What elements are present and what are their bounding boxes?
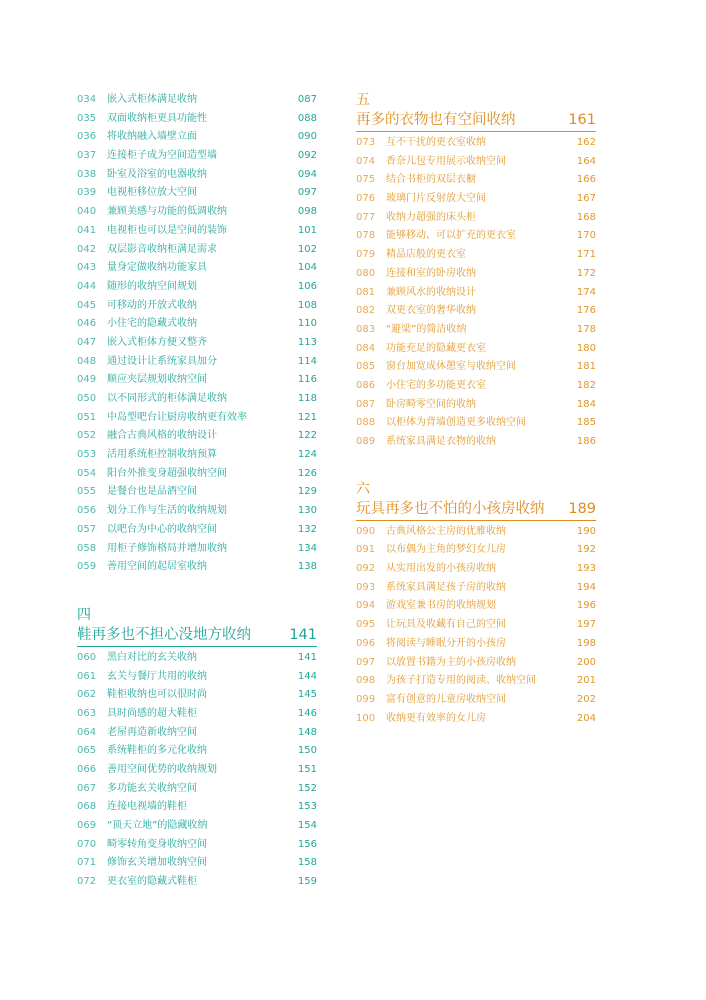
entry-number: 071 (77, 857, 97, 869)
entry-title: 玻璃门片反射放大空间 (386, 193, 486, 205)
entry-page: 118 (297, 393, 317, 404)
toc-entry[interactable] (77, 798, 317, 817)
entry-page: 150 (297, 745, 317, 757)
entry-title: 畸零转角变身收纳空间 (107, 838, 207, 850)
entry-page: 156 (297, 838, 317, 850)
entry-page: 110 (297, 318, 317, 330)
toc-entry[interactable] (356, 635, 596, 654)
entry-page: 132 (297, 523, 317, 535)
entry-page: 162 (576, 137, 596, 148)
entry-page: 134 (297, 542, 317, 554)
toc-entry[interactable] (356, 691, 596, 710)
toc-entry[interactable] (77, 128, 317, 147)
entry-title: 能够移动、可以扩充的更衣室 (386, 230, 516, 242)
entry-number: 098 (356, 675, 376, 687)
entry-number: 089 (356, 436, 376, 447)
entry-title: 更衣室的隐藏式鞋柜 (107, 876, 197, 888)
entry-title: 系统鞋柜的多元化收纳 (107, 745, 207, 757)
section-heading[interactable] (356, 109, 596, 132)
entry-page: 092 (297, 150, 317, 162)
toc-entry[interactable] (77, 184, 317, 203)
entry-page: 164 (576, 155, 596, 167)
entry-number: 036 (77, 131, 97, 143)
entry-title: 双层影音收纳柜满足需求 (107, 243, 217, 255)
toc-entry[interactable] (356, 396, 596, 415)
entry-number: 086 (356, 379, 376, 391)
entry-title: 系统家具满足孩子房的收纳 (386, 581, 506, 593)
toc-entry[interactable] (77, 334, 317, 353)
section-title: 再多的衣物也有空间收纳 (356, 112, 516, 128)
entry-number: 067 (77, 782, 97, 794)
entry-page: 174 (576, 286, 596, 298)
entry-title: 鞋柜收纳也可以很时尚 (107, 689, 207, 701)
entry-number: 093 (356, 581, 376, 593)
entry-page: 167 (576, 193, 596, 205)
entry-title: 小住宅的多功能更衣室 (386, 379, 486, 391)
toc-entry[interactable] (77, 724, 317, 743)
entry-number: 061 (77, 670, 97, 682)
entry-title: 玄关与餐厅共用的收纳 (107, 670, 207, 682)
toc-entry[interactable] (77, 465, 317, 484)
entry-page: 145 (297, 689, 317, 701)
entry-number: 046 (77, 318, 97, 330)
toc-entry[interactable] (356, 265, 596, 284)
entry-page: 198 (576, 637, 596, 649)
toc-entry[interactable] (77, 315, 317, 334)
toc-entry[interactable] (356, 579, 596, 598)
entry-number: 092 (356, 563, 376, 575)
toc-entry[interactable] (77, 166, 317, 185)
toc-right-column (356, 91, 596, 728)
entry-number: 053 (77, 449, 97, 461)
entry-page: 114 (297, 355, 317, 367)
entry-title: 阳台外推变身超强收纳空间 (107, 467, 227, 479)
entry-page: 144 (297, 670, 317, 682)
entry-page: 154 (297, 820, 317, 832)
entry-page: 088 (297, 112, 317, 124)
entry-page: 148 (297, 726, 317, 738)
entry-page: 104 (297, 262, 317, 274)
toc-entry[interactable] (77, 297, 317, 316)
entry-page: 141 (297, 651, 317, 663)
entry-page: 098 (297, 206, 317, 218)
entry-page: 153 (297, 801, 317, 813)
entry-number: 052 (77, 430, 97, 442)
entry-number: 075 (356, 174, 376, 186)
entry-number: 038 (77, 168, 97, 180)
entry-title: 古典风格公主房的优雅收纳 (386, 525, 506, 537)
toc-entry[interactable] (77, 483, 317, 502)
toc-entry[interactable] (356, 284, 596, 303)
entry-number: 065 (77, 745, 97, 757)
section-page: 189 (568, 500, 596, 517)
entry-page: 094 (297, 168, 317, 180)
entry-number: 079 (356, 249, 376, 261)
entry-title: 窗台加宽成休憩室与收纳空间 (386, 361, 516, 373)
entry-number: 069 (77, 820, 97, 832)
entry-title: 卧房畸零空间的收纳 (386, 398, 476, 410)
entry-title: 以柜体为背墙创造更多收纳空间 (386, 417, 526, 429)
toc-entry[interactable] (77, 668, 317, 687)
entry-title: 通过设计让系统家具加分 (107, 355, 217, 367)
entry-title: 嵌入式柜体方便又整齐 (107, 336, 207, 348)
entry-page: 184 (576, 398, 596, 410)
entry-title: 修饰玄关增加收纳空间 (107, 857, 207, 869)
entry-title: 卧室及浴室的电器收纳 (107, 168, 207, 180)
entry-page: 121 (297, 411, 317, 423)
entry-title: 电视柜移位放大空间 (107, 187, 197, 199)
entry-page: 180 (576, 342, 596, 354)
entry-title: 功能充足的隐藏更衣室 (386, 342, 486, 354)
entry-number: 099 (356, 693, 376, 705)
entry-title: 富有创意的儿童房收纳空间 (386, 693, 506, 705)
entry-page: 168 (576, 211, 596, 223)
entry-title: 收纳更有效率的女儿房 (386, 712, 486, 724)
entry-number: 037 (77, 150, 97, 162)
entry-number: 066 (77, 764, 97, 775)
entry-title: 善用空间的起居室收纳 (107, 561, 207, 573)
entry-page: 192 (576, 544, 596, 556)
entry-number: 068 (77, 801, 97, 813)
toc-entry[interactable] (356, 153, 596, 172)
toc-entry[interactable] (77, 873, 317, 892)
toc-entry[interactable] (356, 560, 596, 579)
toc-entry[interactable] (77, 742, 317, 761)
entry-number: 044 (77, 280, 97, 292)
toc-entry[interactable] (77, 110, 317, 129)
entry-page: 193 (576, 563, 596, 575)
section-page: 161 (568, 112, 596, 128)
toc-entry[interactable] (77, 353, 317, 372)
entry-page: 129 (297, 486, 317, 498)
entry-page: 151 (297, 764, 317, 775)
toc-entry[interactable] (356, 654, 596, 673)
entry-page: 113 (297, 336, 317, 348)
entry-page: 130 (297, 505, 317, 517)
toc-entry[interactable] (77, 259, 317, 278)
toc-entry[interactable] (356, 710, 596, 729)
entry-number: 035 (77, 112, 97, 124)
entry-number: 077 (356, 211, 376, 223)
entry-title: 以不同形式的柜体满足收纳 (107, 393, 227, 404)
entry-page: 087 (297, 94, 317, 105)
entry-number: 057 (77, 523, 97, 535)
toc-entry[interactable] (356, 433, 596, 452)
entry-number: 096 (356, 637, 376, 649)
entry-title: 收纳力超强的床头柜 (386, 211, 476, 223)
toc-left-column (77, 91, 317, 892)
entry-title: 顺应夹层规划收纳空间 (107, 374, 207, 386)
entry-title: 融合古典风格的收纳设计 (107, 430, 217, 442)
entry-page: 181 (576, 361, 596, 373)
entry-page: 090 (297, 131, 317, 143)
entry-page: 159 (297, 876, 317, 888)
toc-entry[interactable] (77, 147, 317, 166)
entry-title: 将阅读与睡眠分开的小孩房 (386, 637, 506, 649)
toc-entry[interactable] (356, 190, 596, 209)
toc-entry[interactable] (77, 817, 317, 836)
entry-title: 以放置书籍为主的小孩房收纳 (386, 656, 516, 668)
entry-title: 双面收纳柜更具功能性 (107, 112, 207, 124)
entry-page: 202 (576, 693, 596, 705)
entry-title: 活用系统柜控制收纳预算 (107, 449, 217, 461)
toc-entry[interactable] (77, 649, 317, 668)
entry-number: 039 (77, 187, 97, 199)
section-number: 六 (356, 480, 370, 497)
entry-number: 056 (77, 505, 97, 517)
entry-title: 双更衣室的奢华收纳 (386, 305, 476, 317)
entry-number: 085 (356, 361, 376, 373)
entry-number: 088 (356, 417, 376, 429)
entry-page: 190 (576, 525, 596, 537)
toc-entry[interactable] (77, 686, 317, 705)
entry-page: 146 (297, 707, 317, 719)
entry-page: 170 (576, 230, 596, 242)
entry-title: 老屋再造新收纳空间 (107, 726, 197, 738)
toc-entry[interactable] (77, 390, 317, 409)
toc-entry[interactable] (356, 340, 596, 359)
entry-number: 073 (356, 137, 376, 148)
entry-title: 电视柜也可以是空间的装饰 (107, 224, 227, 236)
entry-number: 078 (356, 230, 376, 242)
entry-page: 176 (576, 305, 596, 317)
entry-number: 076 (356, 193, 376, 205)
entry-number: 050 (77, 393, 97, 404)
entry-title: 让玩具及收藏有自己的空间 (386, 619, 506, 631)
entry-number: 087 (356, 398, 376, 410)
entry-title: 划分工作与生活的收纳规划 (107, 505, 227, 517)
entry-number: 091 (356, 544, 376, 556)
toc-list (356, 523, 596, 729)
entry-page: 116 (297, 374, 317, 386)
entry-title: 嵌入式柜体满足收纳 (107, 94, 197, 105)
entry-page: 197 (576, 619, 596, 631)
entry-title: 连接电视墙的鞋柜 (107, 801, 187, 813)
section-title: 鞋再多也不担心没地方收纳 (77, 626, 251, 643)
entry-title: 结合书柜的双层衣橱 (386, 174, 476, 186)
toc-entry[interactable] (77, 203, 317, 222)
section-page: 141 (289, 626, 317, 643)
entry-title: 以布偶为主角的梦幻女儿房 (386, 544, 506, 556)
entry-title: 精品店般的更衣室 (386, 249, 466, 261)
entry-title: 量身定做收纳功能家具 (107, 262, 207, 274)
toc-entry[interactable] (356, 358, 596, 377)
toc-list (77, 91, 317, 577)
entry-page: 152 (297, 782, 317, 794)
toc-entry[interactable] (77, 521, 317, 540)
entry-number: 058 (77, 542, 97, 554)
toc-entry[interactable] (356, 302, 596, 321)
entry-page: 097 (297, 187, 317, 199)
entry-page: 172 (576, 267, 596, 279)
entry-number: 059 (77, 561, 97, 573)
entry-page: 194 (576, 581, 596, 593)
entry-number: 045 (77, 299, 97, 311)
toc-entry[interactable] (77, 409, 317, 428)
entry-title: 兼顾风水的收纳设计 (386, 286, 476, 298)
entry-title: 系统家具满足衣物的收纳 (386, 436, 496, 447)
entry-page: 182 (576, 379, 596, 391)
toc-entry[interactable] (356, 597, 596, 616)
toc-entry[interactable] (356, 377, 596, 396)
toc-entry[interactable] (77, 761, 317, 780)
section-heading[interactable] (356, 498, 596, 521)
entry-page: 108 (297, 299, 317, 311)
toc-entry[interactable] (77, 540, 317, 559)
entry-number: 054 (77, 467, 97, 479)
entry-title: 为孩子打造专用的阅读、收纳空间 (386, 675, 536, 687)
toc-entry[interactable] (356, 209, 596, 228)
toc-entry[interactable] (356, 171, 596, 190)
entry-page: 178 (576, 323, 596, 335)
entry-page: 201 (576, 675, 596, 687)
toc-entry[interactable] (356, 246, 596, 265)
entry-number: 040 (77, 206, 97, 218)
entry-number: 070 (77, 838, 97, 850)
toc-entry[interactable] (356, 672, 596, 691)
entry-title: 可移动的开放式收纳 (107, 299, 197, 311)
entry-number: 095 (356, 619, 376, 631)
toc-entry[interactable] (356, 414, 596, 433)
entry-page: 200 (576, 656, 596, 668)
entry-number: 043 (77, 262, 97, 274)
entry-page: 124 (297, 449, 317, 461)
entry-number: 041 (77, 224, 97, 236)
entry-number: 084 (356, 342, 376, 354)
entry-number: 090 (356, 525, 376, 537)
entry-number: 062 (77, 689, 97, 701)
entry-number: 082 (356, 305, 376, 317)
entry-number: 049 (77, 374, 97, 386)
entry-title: 连接柜子成为空间造型墙 (107, 150, 217, 162)
entry-number: 083 (356, 323, 376, 335)
entry-number: 034 (77, 94, 97, 105)
toc-entry[interactable] (77, 705, 317, 724)
entry-page: 204 (576, 712, 596, 724)
entry-number: 051 (77, 411, 97, 423)
toc-entry[interactable] (77, 558, 317, 577)
entry-number: 064 (77, 726, 97, 738)
entry-title: 随形的收纳空间规划 (107, 280, 197, 292)
entry-title: 以吧台为中心的收纳空间 (107, 523, 217, 535)
entry-title: “避梁”的简洁收纳 (386, 323, 467, 335)
entry-number: 060 (77, 651, 97, 663)
entry-page: 185 (576, 417, 596, 429)
entry-title: 互不干扰的更衣室收纳 (386, 137, 486, 148)
section-number: 五 (356, 92, 370, 108)
toc-entry[interactable] (77, 91, 317, 110)
entry-title: 是餐台也是品酒空间 (107, 486, 197, 498)
entry-title: 多功能玄关收纳空间 (107, 782, 197, 794)
entry-page: 138 (297, 561, 317, 573)
entry-number: 100 (356, 712, 376, 724)
toc-entry[interactable] (356, 227, 596, 246)
entry-number: 048 (77, 355, 97, 367)
entry-title: 善用空间优势的收纳规划 (107, 764, 217, 775)
entry-title: 连接和室的卧房收纳 (386, 267, 476, 279)
entry-page: 101 (297, 224, 317, 236)
toc-entry[interactable] (77, 854, 317, 873)
entry-number: 063 (77, 707, 97, 719)
entry-number: 072 (77, 876, 97, 888)
toc-list (356, 134, 596, 452)
entry-title: 将收纳融入墙壁立面 (107, 131, 197, 143)
toc-entry[interactable] (356, 321, 596, 340)
entry-page: 102 (297, 243, 317, 255)
entry-title: 中岛型吧台让厨房收纳更有效率 (107, 411, 247, 423)
toc-entry[interactable] (77, 446, 317, 465)
entry-title: 香奈儿包专用展示收纳空间 (386, 155, 506, 167)
toc-entry[interactable] (77, 836, 317, 855)
entry-title: 从实用出发的小孩房收纳 (386, 563, 496, 575)
section-title: 玩具再多也不怕的小孩房收纳 (356, 500, 545, 517)
toc-list (77, 649, 317, 892)
toc-entry[interactable] (77, 780, 317, 799)
entry-page: 158 (297, 857, 317, 869)
entry-number: 074 (356, 155, 376, 167)
entry-number: 055 (77, 486, 97, 498)
section-number: 四 (77, 606, 91, 623)
toc-entry[interactable] (356, 134, 596, 153)
section-heading[interactable] (77, 624, 317, 647)
toc-entry[interactable] (77, 502, 317, 521)
toc-entry[interactable] (356, 616, 596, 635)
entry-number: 097 (356, 656, 376, 668)
entry-page: 196 (576, 600, 596, 612)
entry-page: 122 (297, 430, 317, 442)
entry-page: 166 (576, 174, 596, 186)
entry-title: 具时尚感的超大鞋柜 (107, 707, 197, 719)
entry-title: 黑白对比的玄关收纳 (107, 651, 197, 663)
entry-number: 042 (77, 243, 97, 255)
entry-title: 小住宅的隐藏式收纳 (107, 318, 197, 330)
toc-entry[interactable] (356, 541, 596, 560)
entry-title: 用柜子修饰格局并增加收纳 (107, 542, 227, 554)
entry-page: 126 (297, 467, 317, 479)
entry-page: 106 (297, 280, 317, 292)
entry-number: 081 (356, 286, 376, 298)
entry-title: 兼顾美感与功能的低调收纳 (107, 206, 227, 218)
toc-entry[interactable] (77, 371, 317, 390)
entry-title: “顶天立地”的隐藏收纳 (107, 820, 208, 832)
toc-entry[interactable] (77, 241, 317, 260)
entry-page: 186 (576, 436, 596, 447)
entry-page: 171 (576, 249, 596, 261)
toc-entry[interactable] (77, 278, 317, 297)
toc-entry[interactable] (77, 222, 317, 241)
entry-number: 080 (356, 267, 376, 279)
entry-title: 游戏室兼书房的收纳规划 (386, 600, 496, 612)
toc-entry[interactable] (356, 523, 596, 542)
entry-number: 094 (356, 600, 376, 612)
toc-entry[interactable] (77, 427, 317, 446)
entry-number: 047 (77, 336, 97, 348)
